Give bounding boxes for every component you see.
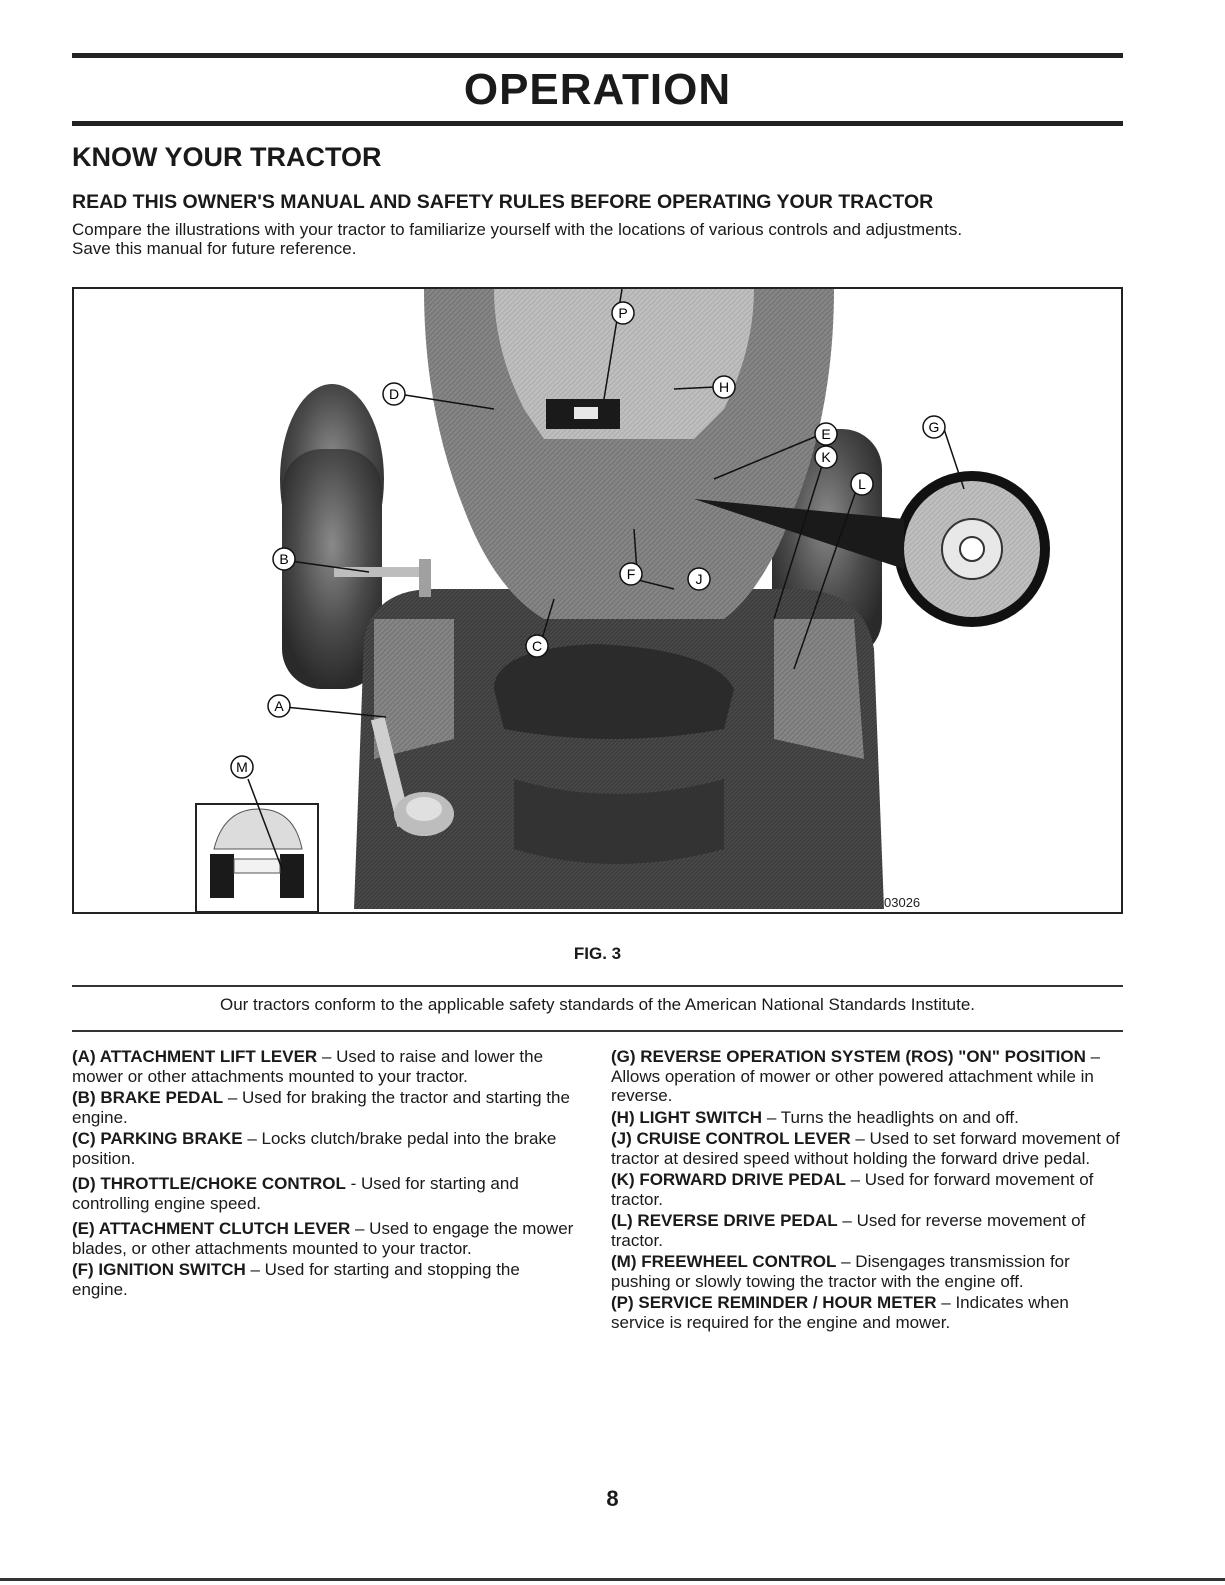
title-underline — [72, 121, 1123, 126]
tractor-illustration — [72, 287, 1123, 914]
control-label: (F) IGNITION SWITCH — [72, 1260, 246, 1279]
control-label: (B) BRAKE PEDAL — [72, 1088, 224, 1107]
callout-label-k: K — [821, 449, 831, 465]
control-label: (H) LIGHT SWITCH — [611, 1107, 763, 1127]
control-text: – Used for forward movement of tractor. — [611, 1170, 1094, 1209]
control-description — [72, 1219, 577, 1258]
control-text: – Disengages transmission for pushing or slowly towing the tractor with the engine off. — [611, 1252, 1070, 1291]
control-description — [611, 1293, 1123, 1332]
control-text: – Turns the headlights on and off. — [762, 1107, 1019, 1127]
control-description — [611, 1047, 1123, 1106]
control-text: – Used for braking the tractor and starting the engine. — [72, 1088, 570, 1127]
control-description — [72, 1088, 577, 1127]
control-description — [72, 1174, 577, 1213]
control-label: (A) ATTACHMENT LIFT LEVER — [72, 1047, 318, 1066]
controls-right-column — [611, 1047, 1123, 1334]
control-description — [72, 1129, 577, 1168]
control-text: – Locks clutch/brake pedal into the brake position. — [72, 1129, 557, 1168]
control-text: – Used to set forward movement of tractor at desired speed without holding the forward drive pedal. — [611, 1129, 1120, 1168]
control-description — [611, 1129, 1123, 1168]
control-label: (G) REVERSE OPERATION SYSTEM (ROS) "ON" POSITION — [611, 1047, 1086, 1066]
control-label: (P) SERVICE REMINDER / HOUR METER — [611, 1293, 937, 1312]
callout-label-g: G — [928, 419, 940, 435]
callout-label-h: H — [718, 379, 730, 395]
top-rule — [72, 53, 1123, 58]
tractor-drawing — [74, 289, 1121, 912]
control-text: - Used for starting and controlling engine speed. — [72, 1174, 519, 1213]
callout-label-m: M — [236, 759, 248, 775]
control-label: (J) CRUISE CONTROL LEVER — [611, 1129, 851, 1148]
control-label: (E) ATTACHMENT CLUTCH LEVER — [72, 1219, 351, 1238]
control-text: – Used to engage the mower blades, or other attachments mounted to your tractor. — [72, 1219, 574, 1258]
control-label: (D) THROTTLE/CHOKE CONTROL — [72, 1174, 346, 1193]
control-description — [611, 1211, 1123, 1250]
callout-label-d: D — [388, 386, 400, 402]
callout-label-p: P — [618, 305, 628, 321]
callout-label-e: E — [821, 426, 831, 442]
image-code: 03026 — [884, 895, 921, 910]
control-text: – Used for reverse movement of tractor. — [611, 1211, 1086, 1250]
callout-label-j: J — [695, 571, 703, 587]
control-label: (L) REVERSE DRIVE PEDAL — [611, 1211, 838, 1230]
subsection-heading: READ THIS OWNER'S MANUAL AND SAFETY RULES BEFORE OPERATING YOUR TRACTOR — [72, 191, 934, 213]
figure-caption: FIG. 3 — [573, 944, 622, 963]
control-label: (C) PARKING BRAKE — [72, 1129, 243, 1148]
divider-top — [72, 985, 1123, 987]
intro-line-1: Compare the illustrations with your tractor to familiarize yourself with the locations of various controls and adjustments. — [72, 220, 963, 239]
page-number: 8 — [606, 1486, 619, 1511]
control-description — [72, 1260, 577, 1299]
callout-label-c: C — [531, 638, 543, 654]
control-description — [611, 1170, 1123, 1209]
intro-line-2: Save this manual for future reference. — [72, 239, 357, 258]
control-text: – Allows operation of mower or other powered attachment while in reverse. — [611, 1047, 1101, 1105]
callout-label-l: L — [858, 476, 866, 492]
controls-left-column — [72, 1047, 577, 1301]
callout-label-b: B — [279, 551, 289, 567]
control-description — [72, 1047, 577, 1086]
control-text: – Indicates when service is required for the engine and mower. — [611, 1293, 1069, 1332]
control-description — [611, 1108, 1123, 1128]
conformance-note: Our tractors conform to the applicable safety standards of the American National Standards Institute. — [219, 995, 975, 1014]
callout-label-f: F — [626, 566, 636, 582]
callout-label-a: A — [274, 698, 284, 714]
control-text: – Used to raise and lower the mower or other attachments mounted to your tractor. — [72, 1047, 544, 1086]
intro-text — [72, 220, 1127, 258]
bottom-rule — [0, 1578, 1225, 1581]
control-label: (K) FORWARD DRIVE PEDAL — [611, 1170, 846, 1189]
divider-bottom — [72, 1030, 1123, 1032]
control-label: (M) FREEWHEEL CONTROL — [611, 1252, 837, 1271]
control-description — [611, 1252, 1123, 1291]
section-heading: KNOW YOUR TRACTOR — [72, 142, 382, 172]
page-title: OPERATION — [463, 65, 732, 114]
control-text: – Used for starting and stopping the engine. — [72, 1260, 520, 1299]
